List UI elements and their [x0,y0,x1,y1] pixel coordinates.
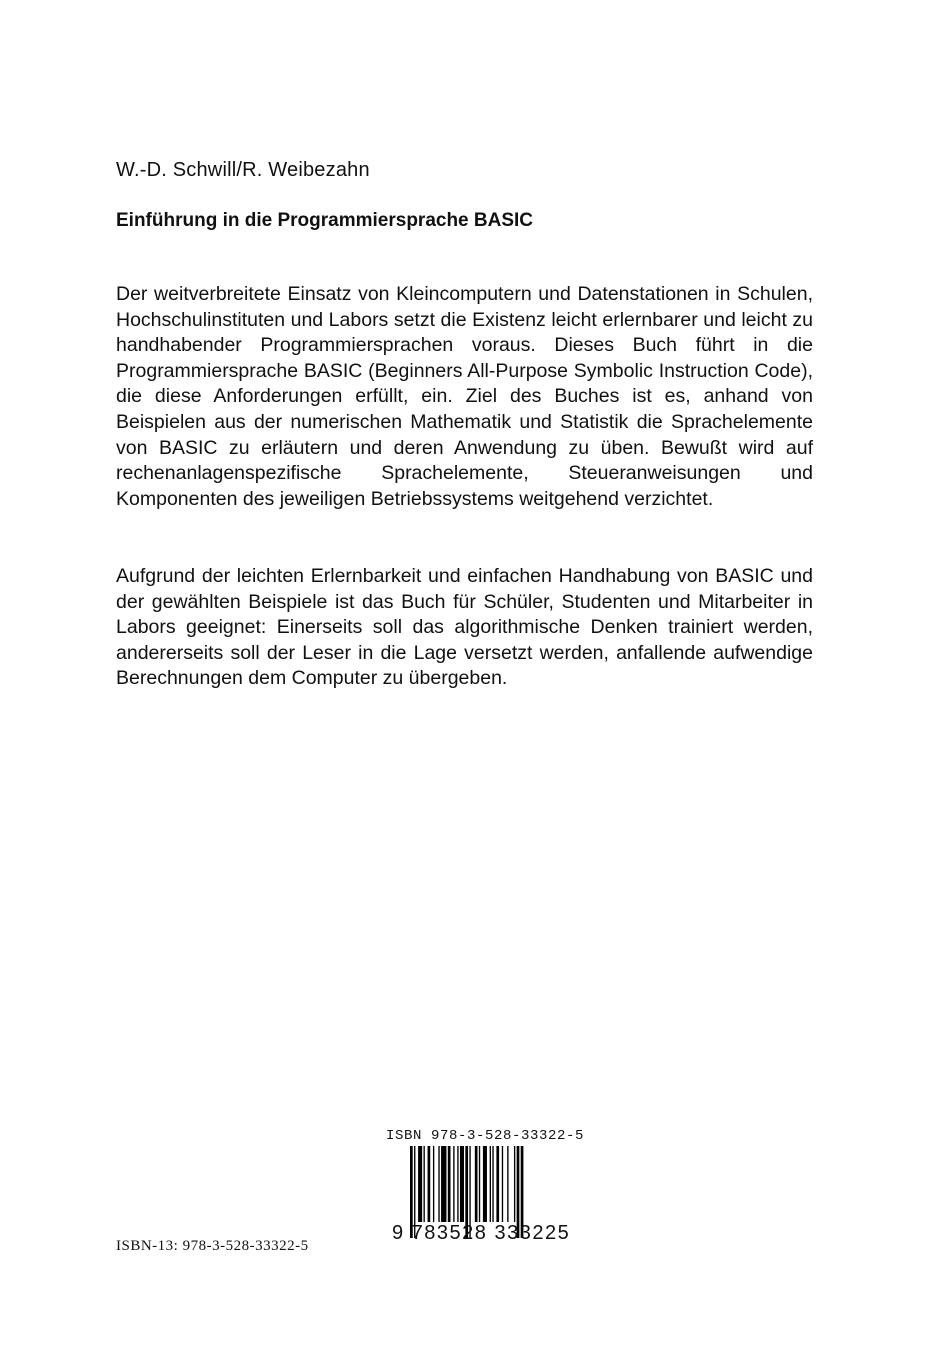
barcode-bar [418,1146,422,1222]
barcode-bar [438,1146,439,1222]
barcode-bar [502,1146,503,1222]
authors: W.-D. Schwill/R. Weibezahn [116,159,370,181]
barcode-bar [433,1146,434,1222]
barcode-bar [457,1146,458,1222]
barcode-bar [460,1146,464,1222]
barcode-isbn-label: ISBN 978-3-528-33322-5 [386,1128,585,1144]
blurb-paragraph-1: Der weitverbreitete Einsatz von Kleincomputern und Datenstationen in Schulen, Hochschulinstituten und Labors setzt die Existenz leicht erlernbarer und leicht zu handhabender Programmiersprachen voraus. Dieses Buch führt in die Programmiersprache BASIC (Beginners All-Purpose Symbolic Instruction Code), die diese Anforderungen erfüllt, ein. Ziel des Buches ist es, anhand von Beispielen aus der numerischen Mathematik und Statistik die Sprachelemente von BASIC zu erläutern und deren Anwendung zu üben. Bewußt wird auf rechenanlagenspezifische Sprachelemente, Steueranweisungen und Komponenten des jeweiligen Betriebssystems weitgehend verzichtet. [116,283,813,510]
barcode-bar [453,1146,454,1222]
barcode-ean-digits: 9 783528 333225 [392,1222,571,1244]
barcode-bar [475,1146,478,1222]
isbn-13: ISBN-13: 978-3-528-33322-5 [116,1238,309,1254]
barcode-bar [507,1146,508,1222]
barcode-bar [424,1146,425,1222]
barcode-bar [441,1146,446,1222]
barcode-block [386,1128,606,1248]
barcode-bar [483,1146,487,1222]
barcode-bar [492,1146,493,1222]
book-title: Einführung in die Programmiersprache BASIC [116,210,534,231]
barcode-bar [428,1146,431,1222]
barcode-bar [496,1146,499,1222]
barcode-bar [514,1146,515,1222]
blurb-paragraph-2: Aufgrund der leichten Erlernbarkeit und einfachen Handhabung von BASIC und der gewählten Beispiele ist das Buch für Schüler, Studenten und Mitarbeiter in Labors geeignet: Einerseits soll das algorithmische Denken trainiert werden, andererseits soll der Leser in die Lage versetzt werden, anfallende aufwendige Berechnungen dem Computer zu übergeben. [116,565,813,690]
barcode-bar [448,1146,451,1222]
barcode-bar [490,1146,491,1222]
barcode-bar [479,1146,480,1222]
